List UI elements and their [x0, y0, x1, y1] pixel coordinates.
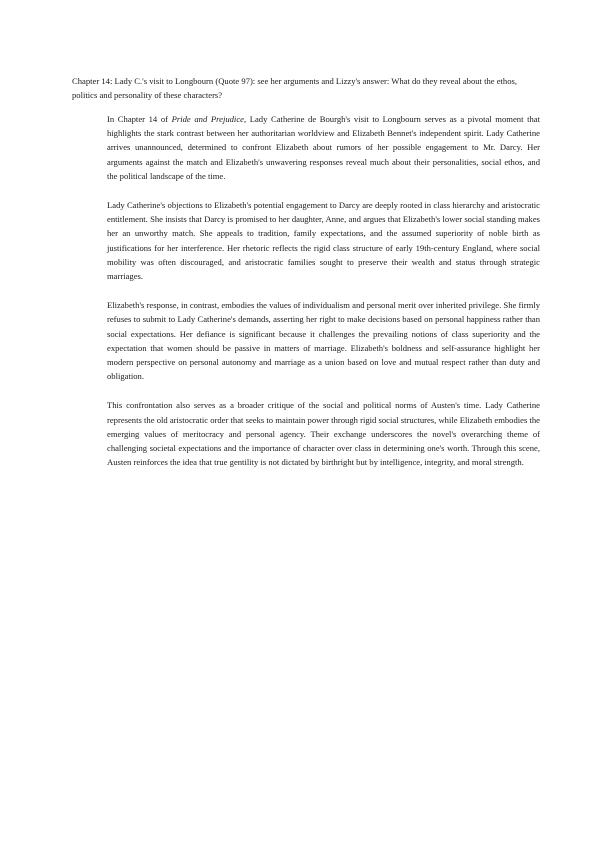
essay-body: [107, 112, 540, 484]
essay-paragraph-3: Elizabeth's response, in contrast, embodies the values of individualism and personal merit over inherited privilege. She firmly refuses to submit to Lady Catherine's demands, asserting her right to make decisions based on personal happiness rather than social expectations. Her defiance is significant because it challenges the prevailing notions of class superiority and the expectation that women should be passive in matters of marriage. Elizabeth's boldness and self-assurance highlight her modern perspective on personal autonomy and marriage as a union based on love and mutual respect rather than duty and obligation.: [107, 300, 540, 382]
essay-paragraph-4: This confrontation also serves as a broader critique of the social and political norms of Austen's time. Lady Catherine represents the old aristocratic order that seeks to maintain power through rigid social structures, while Elizabeth embodies the emerging values of meritocracy and personal agency. Their exchange underscores the novel's overarching theme of challenging societal expectations and the importance of character over class in determining one's worth. Through this scene, Austen reinforces the idea that true gentility is not dictated by birthright but by intelligence, integrity, and moral strength.: [107, 400, 540, 468]
essay-paragraph-1: [107, 112, 540, 183]
essay-paragraph-2: Lady Catherine's objections to Elizabeth's potential engagement to Darcy are deeply rooted in class hierarchy and aristocratic entitlement. She insists that Darcy is promised to her daughter, Anne, and argues that Elizabeth's lower social standing makes her an unworthy match. She appeals to tradition, family expectations, and the assumed superiority of noble birth as justifications for her interference. Her rhetoric reflects the rigid class structure of early 19th-century England, where social mobility was often discouraged, and aristocratic families sought to preserve their wealth and status through strategic marriages.: [107, 200, 540, 282]
book-title: Pride and Prejudice: [171, 114, 244, 124]
paragraph-1-rest: , Lady Catherine de Bourgh's visit to Longbourn serves as a pivotal moment that highlights the stark contrast between her authoritarian worldview and Elizabeth Bennet's independent spirit. Lady Catherine arrives unannounced, determined to confront Elizabeth about rumors of her possible engagement to Mr. Darcy. Her arguments against the match and Elizabeth's unwavering responses reveal much about their personalities, social ethos, and the political landscape of the time.: [107, 114, 540, 181]
question-heading: Chapter 14: Lady C.'s visit to Longbourn (Quote 97): see her arguments and Lizzy's answer: What do they reveal about the ethos, politics and personality of these characters?: [72, 76, 518, 100]
paragraph-1-lead: In Chapter 14 of: [107, 114, 172, 124]
